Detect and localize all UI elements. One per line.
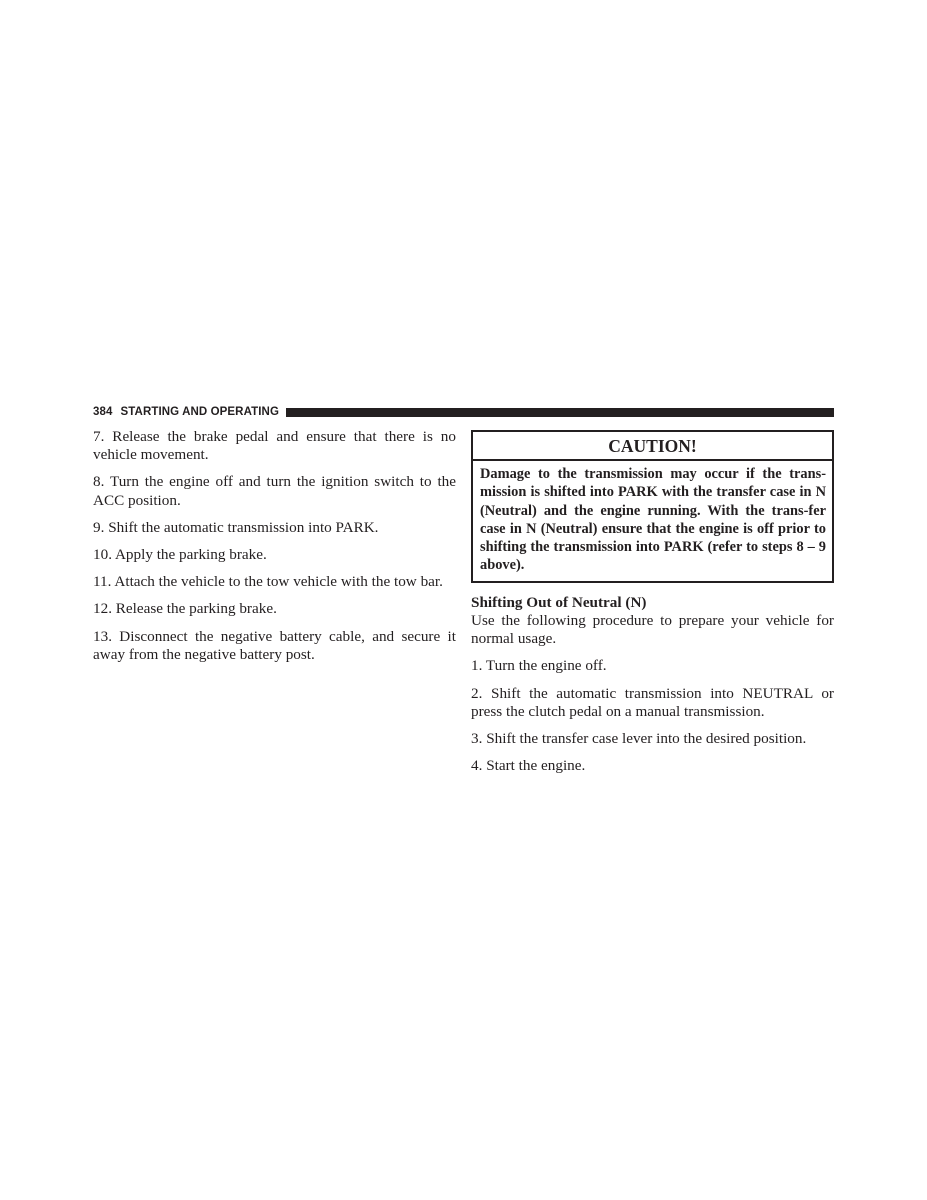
- step-7: 7. Release the brake pedal and ensure that there is no vehicle movement.: [93, 428, 456, 464]
- caution-box: [471, 430, 834, 583]
- header-rule: [286, 408, 834, 417]
- caution-title: CAUTION!: [473, 432, 832, 461]
- left-column: [93, 428, 456, 673]
- shift-step-2: 2. Shift the automatic transmission into NEUTRAL or press the clutch pedal on a manual transmission.: [471, 684, 834, 720]
- step-12: 12. Release the parking brake.: [93, 600, 277, 618]
- caution-text: Damage to the transmission may occur if the trans-mission is shifted into PARK with the transfer case in N (Neutral) and the engine running. With the trans-fer case in N (Neutral) ensure that the engine is off prior to shifting the transmission into PARK (refer to steps 8 – 9 above).: [480, 466, 826, 574]
- step-13: 13. Disconnect the negative battery cable, and secure it away from the negative battery post.: [93, 627, 456, 663]
- step-10: 10. Apply the parking brake.: [93, 546, 267, 564]
- section-title: STARTING AND OPERATING: [120, 406, 280, 418]
- procedure-intro: Use the following procedure to prepare your vehicle for normal usage.: [471, 611, 834, 648]
- page-header: [93, 405, 834, 419]
- shift-step-1: 1. Turn the engine off.: [471, 657, 607, 675]
- shift-step-4: 4. Start the engine.: [471, 757, 586, 775]
- right-column: [471, 430, 834, 784]
- step-9: 9. Shift the automatic transmission into PARK.: [93, 518, 379, 536]
- step-8: 8. Turn the engine off and turn the ignition switch to the ACC position.: [93, 473, 456, 509]
- page-number: 384: [93, 406, 113, 418]
- shift-step-3: 3. Shift the transfer case lever into the desired position.: [471, 730, 807, 747]
- section-subheading: Shifting Out of Neutral (N): [471, 593, 647, 611]
- step-11: 11. Attach the vehicle to the tow vehicle with the tow bar.: [93, 573, 443, 591]
